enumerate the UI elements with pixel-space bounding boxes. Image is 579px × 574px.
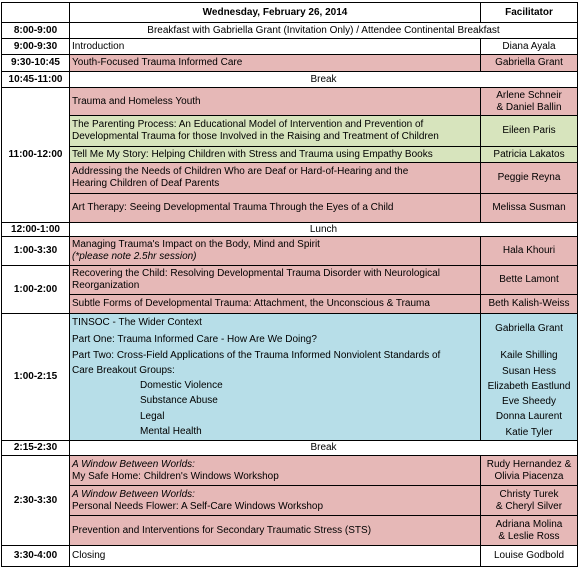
breakfast-text: Breakfast with Gabriella Grant (Invitation Only) / Attendee Continental Breakfast xyxy=(70,23,578,39)
session-title: Tell Me My Story: Helping Children with Stress and Trauma using Empathy Books xyxy=(70,147,481,163)
session-row xyxy=(2,456,578,486)
session-title: Youth-Focused Trauma Informed Care xyxy=(70,55,481,72)
break-text: Break xyxy=(70,72,578,88)
facilitator-line: Adriana Molina xyxy=(495,518,563,530)
time-cell: 9:30-10:45 xyxy=(2,55,70,72)
session-title-line: Addressing the Needs of Children Who are Deaf or Hard-of-Hearing and the xyxy=(72,166,409,177)
time-cell: 10:45-11:00 xyxy=(2,72,70,88)
closing-row xyxy=(2,546,578,567)
facilitator-line: Rudy Hernandez & xyxy=(486,458,572,470)
time-cell: 2:15-2:30 xyxy=(2,441,70,456)
time-cell: 11:00-12:00 xyxy=(2,88,70,223)
facilitator-line: Arlene Schneir xyxy=(496,89,562,101)
schedule-table xyxy=(1,2,578,567)
facilitator-line: Eve Sheedy xyxy=(502,396,556,408)
time-cell: 3:30-4:00 xyxy=(2,546,70,567)
facilitator-line: Donna Laurent xyxy=(495,411,563,423)
facilitator-header: Facilitator xyxy=(481,3,578,23)
session-row xyxy=(2,194,578,223)
facilitator-line: Katie Tyler xyxy=(505,426,553,438)
day-title: Wednesday, February 26, 2014 xyxy=(70,3,481,23)
time-cell: 1:00-3:30 xyxy=(2,237,70,266)
session-title-line: Hearing Children of Deaf Parents xyxy=(72,178,220,189)
breakout-group: Substance Abuse xyxy=(140,395,218,407)
facilitator xyxy=(481,486,578,516)
facilitator-line: Elizabeth Eastlund xyxy=(487,380,571,392)
time-cell: 8:00-9:00 xyxy=(2,23,70,39)
facilitator: Melissa Susman xyxy=(481,194,578,223)
facilitator-line: Gabriella Grant xyxy=(495,323,563,334)
time-cell: 1:00-2:15 xyxy=(2,314,70,441)
session-part: Care Breakout Groups: xyxy=(72,364,175,376)
session-title-line: My Safe Home: Children's Windows Workshop xyxy=(72,470,279,482)
session-title xyxy=(70,456,481,486)
breakfast-row xyxy=(2,23,578,39)
session-title xyxy=(70,116,481,147)
facilitator: Patricia Lakatos xyxy=(481,147,578,163)
session-row xyxy=(2,163,578,194)
intro-row xyxy=(2,39,578,55)
time-cell: 9:00-9:30 xyxy=(2,39,70,55)
lunch-text: Lunch xyxy=(70,223,578,237)
session-title-line: Reorganization xyxy=(72,280,140,291)
session-title-line: Developmental Trauma for those Involved in the Raising and Treatment of Children xyxy=(72,131,439,142)
facilitators xyxy=(481,314,578,441)
session-note: (*please note 2.5hr session) xyxy=(72,251,197,262)
facilitator-line: Kaile Shilling xyxy=(500,350,558,362)
facilitator: Bette Lamont xyxy=(481,266,578,295)
session-row xyxy=(2,295,578,314)
facilitator xyxy=(481,516,578,546)
session-series: A Window Between Worlds: xyxy=(72,458,195,470)
facilitator-line: & Daniel Ballin xyxy=(496,101,562,113)
facilitator: Diana Ayala xyxy=(481,39,578,55)
facilitator xyxy=(481,456,578,486)
session-title xyxy=(70,266,481,295)
facilitator-line: Christy Turek xyxy=(499,488,559,500)
facilitator-line: Susan Hess xyxy=(502,365,556,377)
facilitator: Beth Kalish-Weiss xyxy=(481,295,578,314)
session-title-line: Recovering the Child: Resolving Developmental Trauma Disorder with Neurological xyxy=(72,268,440,279)
session-title xyxy=(70,486,481,516)
facilitator-line: Olivia Piacenza xyxy=(494,470,564,482)
youth-row xyxy=(2,55,578,72)
session-title-line: Personal Needs Flower: A Self-Care Windows Workshop xyxy=(72,500,324,512)
header-time-cell xyxy=(2,3,70,23)
session-title xyxy=(70,237,481,266)
break-row xyxy=(2,441,578,456)
lunch-row xyxy=(2,223,578,237)
time-cell: 1:00-2:00 xyxy=(2,266,70,314)
session-part: Part One: Trauma Informed Care - How Are We Doing? xyxy=(72,334,317,346)
tinsoc-session xyxy=(70,314,481,441)
session-row xyxy=(2,486,578,516)
facilitator: Hala Khouri xyxy=(481,237,578,266)
session-row xyxy=(2,147,578,163)
session-title-line: Managing Trauma's Impact on the Body, Mind and Spirit xyxy=(72,239,320,250)
session-title: Introduction xyxy=(70,39,481,55)
session-title: TINSOC - The Wider Context xyxy=(72,317,202,328)
tinsoc-row xyxy=(2,314,578,441)
facilitator-line: & Leslie Ross xyxy=(498,530,560,542)
session-title-line: The Parenting Process: An Educational Model of Intervention and Prevention of xyxy=(72,119,424,130)
session-row xyxy=(2,266,578,295)
session-title: Prevention and Interventions for Secondary Traumatic Stress (STS) xyxy=(70,516,481,546)
session-row xyxy=(2,237,578,266)
facilitator xyxy=(481,88,578,116)
breakout-group: Domestic Violence xyxy=(140,380,223,392)
facilitator: Louise Godbold xyxy=(481,546,578,567)
header-row xyxy=(2,3,578,23)
session-row xyxy=(2,116,578,147)
time-cell: 12:00-1:00 xyxy=(2,223,70,237)
time-cell: 2:30-3:30 xyxy=(2,456,70,546)
break-row xyxy=(2,72,578,88)
facilitator-line: & Cheryl Silver xyxy=(495,500,563,512)
session-row xyxy=(2,516,578,546)
breakout-group: Mental Health xyxy=(140,426,202,438)
session-title: Trauma and Homeless Youth xyxy=(70,88,481,116)
session-title: Subtle Forms of Developmental Trauma: Attachment, the Unconscious & Trauma xyxy=(70,295,481,314)
breakout-group: Legal xyxy=(140,410,165,422)
break-text: Break xyxy=(70,441,578,456)
session-title: Art Therapy: Seeing Developmental Trauma Through the Eyes of a Child xyxy=(70,194,481,223)
facilitator: Eileen Paris xyxy=(481,116,578,147)
facilitator: Peggie Reyna xyxy=(481,163,578,194)
session-row xyxy=(2,88,578,116)
session-title xyxy=(70,163,481,194)
facilitator: Gabriella Grant xyxy=(481,55,578,72)
session-part: Part Two: Cross-Field Applications of the Trauma Informed Nonviolent Standards of xyxy=(72,349,441,361)
session-series: A Window Between Worlds: xyxy=(72,488,195,500)
session-title: Closing xyxy=(70,546,481,567)
